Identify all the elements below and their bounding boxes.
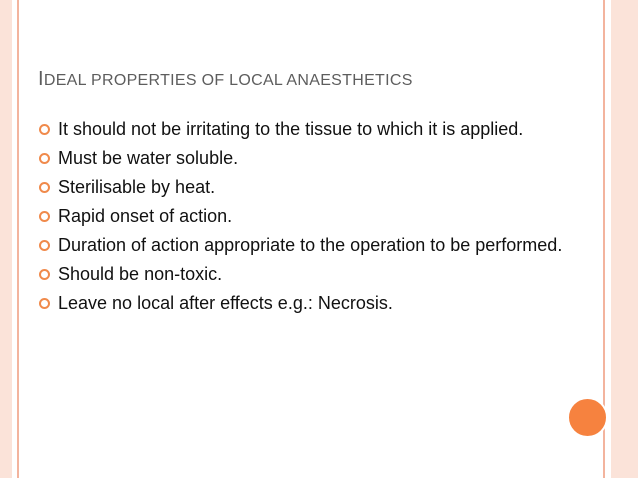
bullet-item [38, 205, 578, 227]
bullet-item [38, 118, 578, 140]
bullet-item [38, 234, 578, 256]
circle-bullet-icon [39, 153, 50, 164]
left-decorative-line [17, 0, 19, 478]
bullet-item [38, 176, 578, 198]
bullet-text: Duration of action appropriate to the operation to be performed. [58, 235, 563, 255]
title-initial: I [38, 68, 44, 90]
title-rest: DEAL PROPERTIES OF LOCAL ANAESTHETICS [43, 72, 413, 89]
circle-bullet-icon [39, 269, 50, 280]
bullet-text: Must be water soluble. [58, 148, 239, 168]
left-decorative-bar [0, 0, 12, 478]
bullet-text: Rapid onset of action. [58, 206, 233, 226]
bullet-item [38, 292, 578, 314]
bullet-text: It should not be irritating to the tissue to which it is applied. [58, 119, 524, 139]
circle-bullet-icon [39, 240, 50, 251]
orange-circle-decoration [567, 397, 608, 438]
bullet-text: Sterilisable by heat. [58, 177, 216, 197]
bullet-item [38, 263, 578, 285]
bullet-text: Should be non-toxic. [58, 264, 223, 284]
slide-title [38, 68, 413, 91]
right-decorative-bar [611, 0, 638, 478]
circle-bullet-icon [39, 182, 50, 193]
bullet-list [38, 118, 578, 321]
circle-bullet-icon [39, 298, 50, 309]
bullet-item [38, 147, 578, 169]
circle-bullet-icon [39, 211, 50, 222]
circle-bullet-icon [39, 124, 50, 135]
bullet-text: Leave no local after effects e.g.: Necrosis. [58, 293, 393, 313]
